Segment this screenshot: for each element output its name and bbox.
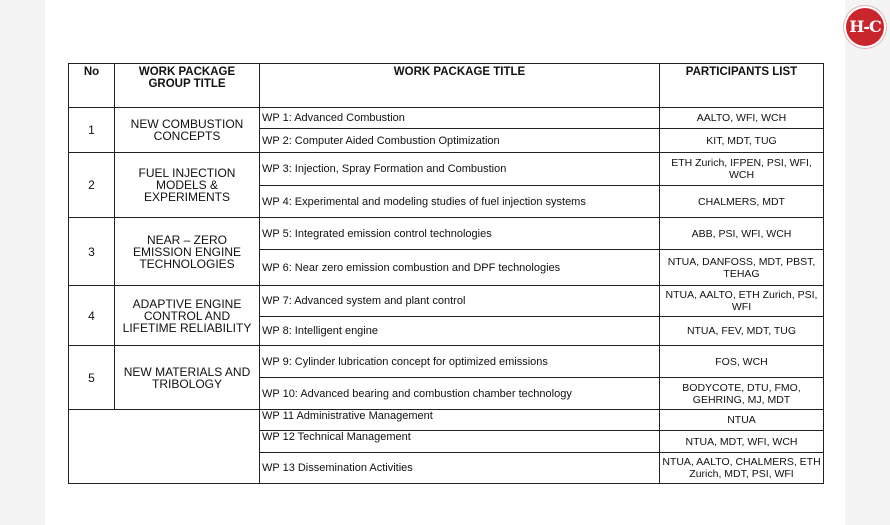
participants: CHALMERS, MDT: [660, 186, 824, 218]
header-wp-title: WORK PACKAGE TITLE: [260, 64, 660, 108]
empty-group-cell: [69, 410, 260, 484]
wp-title: WP 13 Dissemination Activities: [260, 453, 660, 484]
wp-title: WP 2: Computer Aided Combustion Optimization: [260, 129, 660, 153]
hc-logo: H-C: [846, 8, 884, 46]
participants: ETH Zurich, IFPEN, PSI, WFI, WCH: [660, 153, 824, 186]
group-number: 3: [69, 218, 115, 286]
participants: NTUA, AALTO, ETH Zurich, PSI, WFI: [660, 286, 824, 317]
table-row: [69, 108, 824, 129]
group-number: 4: [69, 286, 115, 346]
table-row: [69, 218, 824, 250]
group-title: FUEL INJECTION MODELS & EXPERIMENTS: [115, 153, 260, 218]
wp-title: WP 3: Injection, Spray Formation and Combustion: [260, 153, 660, 186]
wp-title: WP 8: Intelligent engine: [260, 317, 660, 346]
group-number: 2: [69, 153, 115, 218]
table-row: [69, 153, 824, 186]
wp-title: WP 1: Advanced Combustion: [260, 108, 660, 129]
table-row: [69, 410, 824, 431]
participants: KIT, MDT, TUG: [660, 129, 824, 153]
work-package-table: [68, 63, 824, 484]
participants: NTUA, MDT, WFI, WCH: [660, 431, 824, 453]
participants: NTUA, DANFOSS, MDT, PBST, TEHAG: [660, 250, 824, 286]
left-margin: [0, 0, 45, 525]
right-margin: [845, 0, 890, 525]
wp-title: WP 7: Advanced system and plant control: [260, 286, 660, 317]
group-number: 1: [69, 108, 115, 153]
group-title: NEW MATERIALS AND TRIBOLOGY: [115, 346, 260, 410]
group-title: NEW COMBUSTION CONCEPTS: [115, 108, 260, 153]
table-row: [69, 346, 824, 378]
wp-title: WP 12 Technical Management: [260, 431, 660, 453]
participants: NTUA, AALTO, CHALMERS, ETH Zurich, MDT, PSI, WFI: [660, 453, 824, 484]
group-title: ADAPTIVE ENGINE CONTROL AND LIFETIME RELIABILITY: [115, 286, 260, 346]
participants: ABB, PSI, WFI, WCH: [660, 218, 824, 250]
participants: NTUA, FEV, MDT, TUG: [660, 317, 824, 346]
wp-title: WP 5: Integrated emission control technologies: [260, 218, 660, 250]
participants: FOS, WCH: [660, 346, 824, 378]
wp-title: WP 10: Advanced bearing and combustion chamber technology: [260, 378, 660, 410]
participants: BODYCOTE, DTU, FMO, GEHRING, MJ, MDT: [660, 378, 824, 410]
wp-title: WP 9: Cylinder lubrication concept for optimized emissions: [260, 346, 660, 378]
wp-title: WP 4: Experimental and modeling studies of fuel injection systems: [260, 186, 660, 218]
header-no: No: [69, 64, 115, 108]
wp-title: WP 11 Administrative Management: [260, 410, 660, 431]
participants: NTUA: [660, 410, 824, 431]
wp-title: WP 6: Near zero emission combustion and DPF technologies: [260, 250, 660, 286]
participants: AALTO, WFI, WCH: [660, 108, 824, 129]
table-row: [69, 286, 824, 317]
group-title: NEAR – ZERO EMISSION ENGINE TECHNOLOGIES: [115, 218, 260, 286]
header-group-title: WORK PACKAGE GROUP TITLE: [115, 64, 260, 108]
group-number: 5: [69, 346, 115, 410]
header-row: [69, 64, 824, 108]
header-participants: PARTICIPANTS LIST: [660, 64, 824, 108]
